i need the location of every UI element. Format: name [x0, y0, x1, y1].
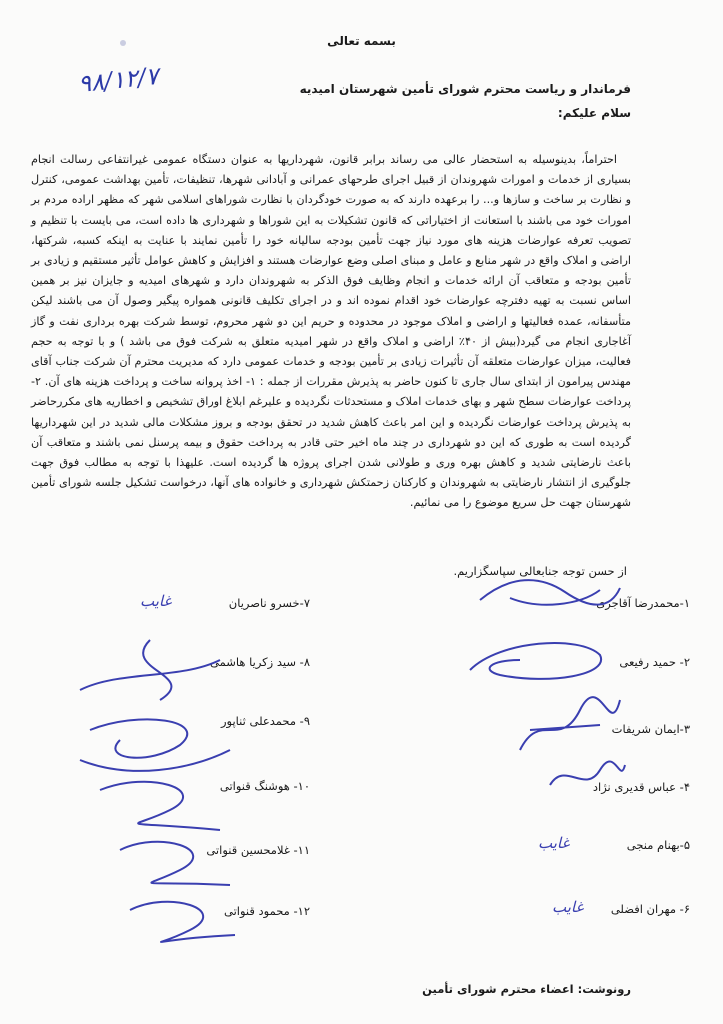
member-7-name: ۷-خسرو ناصریان	[228, 596, 310, 610]
signature-3	[500, 690, 630, 760]
body-paragraph: احتراماً، بدینوسیله به استحضار عالی می رساند برابر قانون، شهرداریها به عنوان دستگاه عمومی غیرانتفاعی رسالت انجام بسیاری از خدمات و امورات شهروندان از قبیل اجرای طرحهای عمرانی و آبادانی شهرها، تنظیفات، تأمین بهداشت عمومی، کنترل و نظارت بر ساخت و سازها و... را برعهده دارند که به صورت خودگردان با نظارت شوراهای اسلامی شهر که مظهر اراده مردم بر امورات خود می باشند با استعانت از اختیاراتی که قانون تشکیلات به این شوراها و شهرداری ها داده است، می بایست با تنظیم و تصویب تعرفه عوارضات هزینه های مورد نیاز جهت تأمین بودجه سالیانه خود را تأمین نمایند با عنایت به اینکه کسبه، شرکتها، اراضی و املاک واقع در شهر منابع و عامل و مبنای اصلی وضع عوارضات هستند و افزایش و کاهش عوامل تأثیر مستقیم و زیادی بر تأمین بودجه و متعاقب آن ارائه خدمات و انجام وظایف فوق الذکر به شهروندان دارد و شهرهای امیدیه و جایزان نیز بر همین اساس نسبت به تهیه دفترچه عوارضات خود اقدام نموده اند و در اجرای تکلیف قانونی همواره پیگیر وصول آن می باشند لیکن متأسفانه، عمده فعالیتها و اراضی و املاک موجود در محدوده و حریم این دو شهر محروم، توسط شرکت بهره برداری نفت و گاز آغاجاری انجام می گیرد(بیش از ۴۰٪ اراضی و املاک واقع در شهر امیدیه متعلق به شرکت فوق می باشد ) و با توجه به حجم فعالیت، میزان عوارضات متعلقه آن تأثیرات زیادی بر تأمین بودجه و خدمات عمومی دارد که مدیریت محترم آن شرکت جناب آقای مهندس پیرامون از ابتدای سال جاری تا کنون حاضر به پذیرش مقررات از جمله : ۱- اخذ پروانه ساخت و پرداخت هزینه های آن. ۲-پرداخت عوارضات سطح شهر و بهای خدمات املاک و مستحدثات نگردیده و علیرغم ابلاغ اوراق تشخیص و اخطاریه های مکررحاضر به پذیرش پرداخت عوارضات نگردیده و این امر باعث کاهش شدید در تحقق بودجه و بروز مشکلات مالی شدید در این شهرداریها گردیده است به طوری که این دو شهرداری در چند ماه اخیر حتی قادر به پرداخت حقوق و بیمه پرسنل نمی باشند و متعاقب آن باعث نارضایتی شدید و کاهش بهره وری و طولانی شدن اجرای پروژه ها گردیده است. علیهذا با توجه به مطالب فوق جهت جلوگیری از انتشار نارضایتی به شهروندان و کارکنان زحمتکش شهرداری و خانواده های آنها، درخواست تشکیل جلسه شورای تأمین شهرستان جهت حل سریع موضوع را می نمائیم.	[31, 153, 632, 510]
cc-line: رونوشت: اعضاء محترم شورای تأمین	[422, 982, 631, 996]
member-8-name: ۸- سید زکریا هاشمی	[210, 655, 310, 669]
greeting-line: سلام علیکم:	[557, 106, 631, 120]
member-6-name: ۶- مهران افضلی	[610, 902, 690, 916]
member-11-name: ۱۱- غلامحسین قنواتی	[206, 843, 310, 857]
member-5-name: ۵-بهنام منجی	[626, 838, 690, 852]
member-9-name: ۹- محمدعلی ثناپور	[220, 714, 310, 728]
letter-body	[31, 150, 631, 514]
member-12-name: ۱۲- محمود قنواتی	[223, 904, 310, 918]
handwritten-date: ۹۸/۱۲/۷	[76, 61, 160, 99]
bismillah-heading: بسمه تعالی	[327, 34, 396, 48]
absent-mark-6: غایب	[552, 898, 584, 916]
member-4-name: ۴- عباس قدیری نژاد	[592, 780, 690, 794]
closing-line: از حسن توجه جنابعالی سپاسگزاریم.	[453, 564, 627, 578]
member-2-name: ۲- حمید رفیعی	[619, 655, 690, 669]
absent-mark-5: غایب	[538, 834, 570, 852]
member-10-name: ۱۰- هوشنگ قنواتی	[219, 779, 310, 793]
member-1-name: ۱-محمدرضا آقاجری	[596, 596, 690, 610]
signature-1	[470, 570, 630, 620]
member-3-name: ۳-ایمان شریفات	[611, 722, 690, 736]
signature-2	[460, 630, 620, 690]
absent-mark-7: غایب	[140, 592, 172, 610]
signatures-left	[60, 630, 260, 950]
signature-4	[540, 755, 630, 800]
addressee-line: فرماندار و ریاست محترم شورای تأمین شهرستان امیدیه	[299, 82, 631, 96]
